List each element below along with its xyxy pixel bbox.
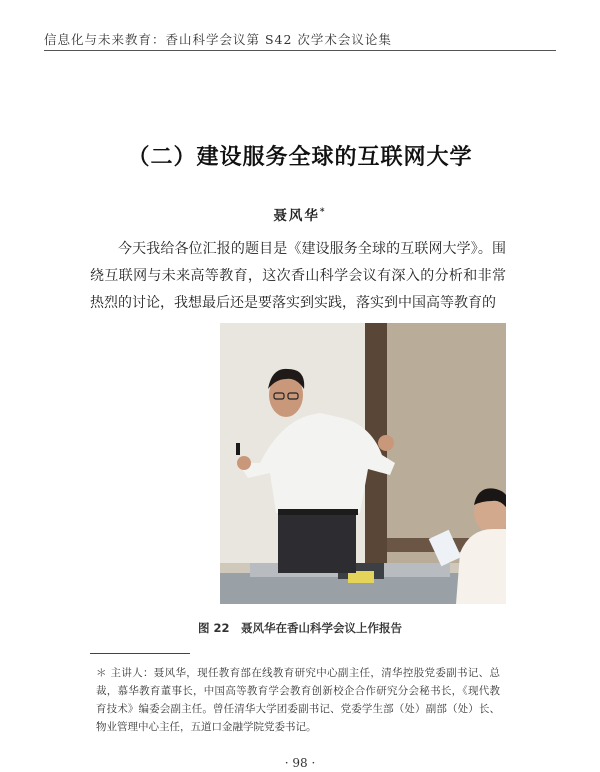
figure-caption: 图 22 聂风华在香山科学会议上作报告 [197,621,402,635]
section-title: （二）建设服务全球的互联网大学 [127,144,473,170]
header-divider [44,50,556,51]
footnote-divider [90,653,190,654]
author-footnote: ＊ 主讲人：聂风华，现任教育部在线教育研究中心副主任，清华控股党委副书记、总裁，慕华教育董事长，中国高等教育学会教育创新校企合作研究分会秘书长，《现代教育技术》编委会副主任。曾任清华大学团委副书记、党委学生部（处）副部（处）长、物业管理中心主任，五道口金融学院党委书记。 [96,667,500,733]
author-name: 聂风华 [273,208,320,224]
author-line [0,204,600,224]
body-paragraph: 今天我给各位汇报的题目是《建设服务全球的互联网大学》。围绕互联网与未来高等教育，这次香山科学会议有深入的分析和非常热烈的讨论，我想最后还是要落实到实践，落实到中国高等教育的 [90,241,506,311]
running-header: 信息化与未来教育：香山科学会议第 S42 次学术会议论集 [44,32,392,47]
page-number: · 98 · [284,756,316,770]
author-footnote-mark: * [319,207,327,218]
speaker-photo [220,323,506,604]
